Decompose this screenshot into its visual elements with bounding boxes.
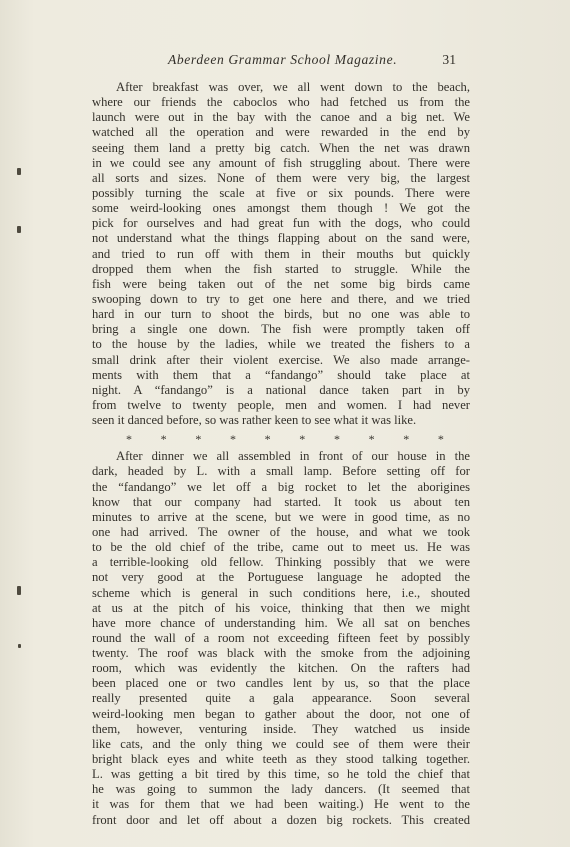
text-line: swooping down to try to get one here and there, and we tried — [92, 291, 470, 306]
text-line: L. was getting a bit tired by this time, so he told the chief that — [92, 767, 470, 782]
article-body — [92, 80, 470, 828]
text-line: bring a single one down. The fish were promptly taken off — [92, 322, 470, 337]
text-line: in we could see any amount of fish struggling about. There were — [92, 155, 470, 170]
section-separator — [92, 430, 470, 449]
separator-star: * — [264, 432, 271, 447]
margin-ink-mark — [17, 168, 21, 175]
separator-star: * — [403, 432, 410, 447]
page-number: 31 — [442, 52, 456, 67]
text-line: it was for them that we had been waiting.) He went to the — [92, 797, 470, 812]
separator-star: * — [368, 432, 375, 447]
text-line: not understand what the things flapping about on the sand were, — [92, 231, 470, 246]
margin-ink-mark — [17, 226, 21, 233]
text-line: watched all the operation and were rewarded in the end by — [92, 125, 470, 140]
text-line: to the house by the ladies, while we treated the fishers to a — [92, 337, 470, 352]
text-line: know that our company had started. It took us about ten — [92, 494, 470, 509]
text-line: scheme which is general in such conditions here, i.e., shouted — [92, 585, 470, 600]
text-line: seen it danced before, so was rather keen to see what it was like. — [92, 413, 417, 428]
text-line: dark, headed by L. with a small lamp. Before setting off for — [92, 464, 470, 479]
text-line: really presented quite a gala appearance. Soon several — [92, 691, 470, 706]
text-line: night. A “fandango” is a national dance taken part in by — [92, 382, 470, 397]
text-line: small drink after their violent exercise. We also made arrange- — [92, 352, 470, 367]
text-line: minutes to arrive at the scene, but we were in good time, as no — [92, 509, 470, 524]
text-line: hard in our turn to shoot the birds, but no one was able to — [92, 307, 470, 322]
running-title: Aberdeen Grammar School Magazine. — [168, 52, 398, 67]
separator-star: * — [160, 432, 167, 447]
margin-ink-mark — [18, 644, 21, 648]
text-line: the “fandango” we let off a big rocket to let the aborigines — [92, 479, 470, 494]
text-line: like cats, and the only thing we could see of them were their — [92, 736, 470, 751]
text-line: weird-looking men began to gather about the door, not one of — [92, 706, 470, 721]
text-line: a terrible-looking old fellow. Thinking possibly that we were — [92, 555, 470, 570]
text-line: he was going to summon the lady dancers. (It seemed that — [92, 782, 470, 797]
text-line: all sorts and sizes. None of them were very big, the largest — [92, 170, 470, 185]
separator-star: * — [333, 432, 340, 447]
margin-ink-mark — [17, 586, 21, 595]
text-line: where our friends the caboclos who had fetched us from the — [92, 95, 470, 110]
text-line: round the wall of a room not exceeding fifteen feet by possibly — [92, 630, 470, 645]
separator-star: * — [195, 432, 202, 447]
separator-star: * — [437, 432, 444, 447]
text-line: to be the old chief of the tribe, came out to meet us. He was — [92, 540, 470, 555]
paragraph-fandango — [92, 449, 470, 828]
separator-star: * — [126, 432, 132, 447]
text-line: dropped them when the fish started to struggle. While the — [92, 261, 470, 276]
text-line: pick for ourselves and had great fun with the dogs, who could — [92, 216, 470, 231]
text-line: one had arrived. The owner of the house, and what we took — [92, 524, 470, 539]
text-line: from twelve to twenty people, men and women. I had never — [92, 397, 470, 412]
text-line: and tried to run off with them in their mouths but quickly — [92, 246, 470, 261]
paragraph-breakfast — [92, 80, 470, 428]
text-line: bright black eyes and white teeth as they stood talking together. — [92, 752, 470, 767]
text-line: fish were being taken out of the net some big birds came — [92, 276, 470, 291]
text-line: seeing them land a pretty big catch. When the net was drawn — [92, 140, 470, 155]
text-line: twenty. The roof was black with the smoke from the adjoining — [92, 646, 470, 661]
text-line: have more chance of understanding him. We all sat on benches — [92, 615, 470, 630]
text-line: at us at the pitch of his voice, thinking that then we might — [92, 600, 470, 615]
text-line: ments with them that a “fandango” should take place at — [92, 367, 470, 382]
text-line: possibly turning the scale at five or six pounds. There were — [92, 185, 470, 200]
text-line: After dinner we all assembled in front of our house in the — [116, 449, 470, 464]
text-line: front door and let off about a dozen big rockets. This created — [92, 812, 470, 827]
separator-star: * — [229, 432, 236, 447]
text-line: After breakfast was over, we all went down to the beach, — [116, 80, 470, 94]
separator-star: * — [299, 432, 306, 447]
text-line: room, which was evidently the kitchen. On the rafters had — [92, 661, 470, 676]
text-line: them, however, venturing inside. They watched us inside — [92, 721, 470, 736]
text-line: some weird-looking ones amongst them though ! We got the — [92, 201, 470, 216]
running-header — [92, 52, 470, 72]
text-line: launch were out in the bay with the canoe and a big net. We — [92, 110, 470, 125]
text-line: not very good at the Portuguese language he adopted the — [92, 570, 470, 585]
text-line: been placed one or two candles lent by us, so that the place — [92, 676, 470, 691]
